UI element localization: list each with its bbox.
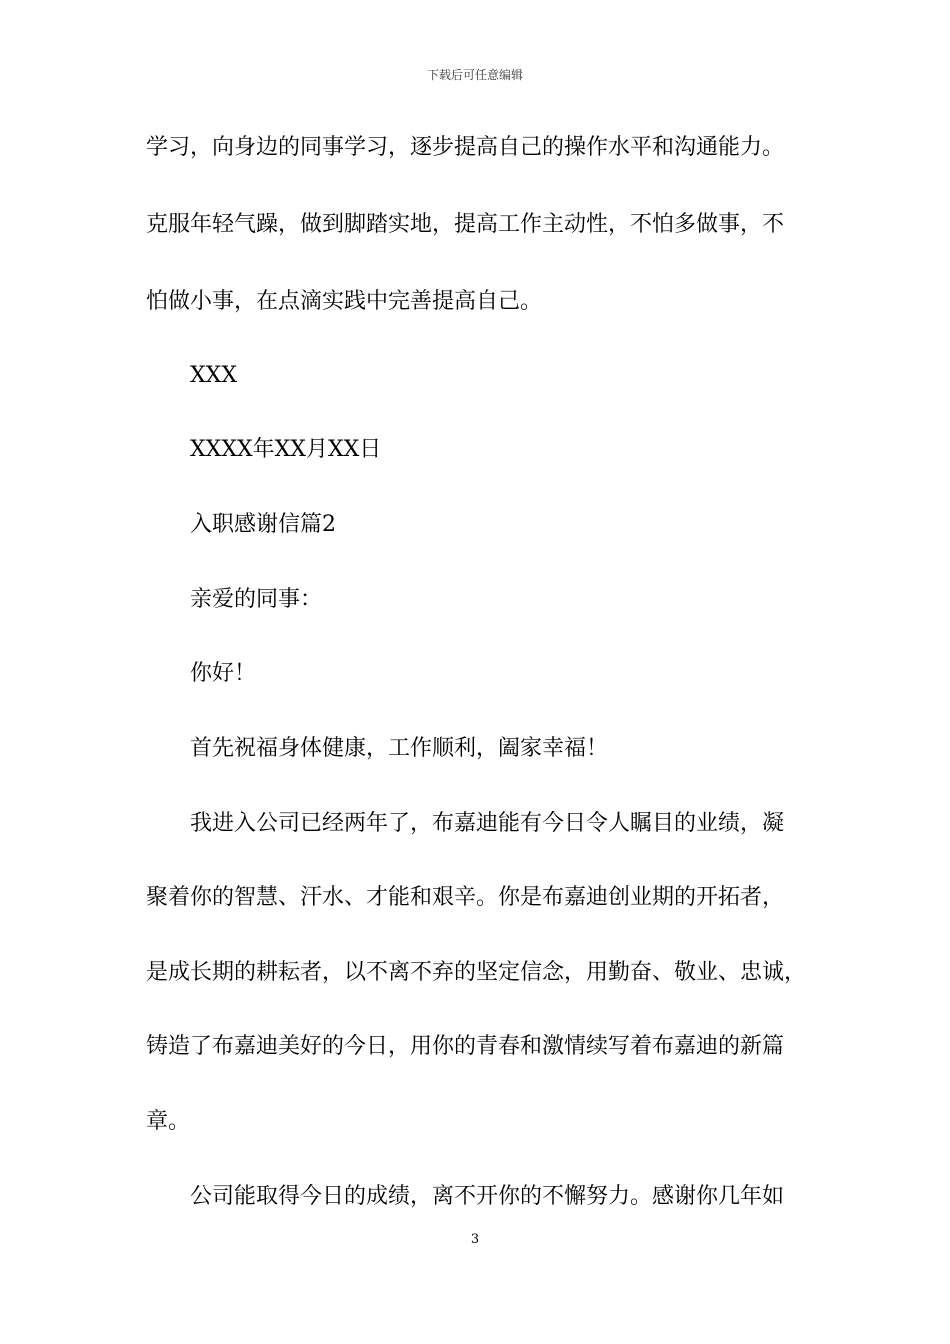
- body-line: 怕做小事，在点滴实践中完善提高自己。: [146, 289, 543, 314]
- body-line: 聚着你的智慧、汗水、才能和艰辛。你是布嘉迪创业期的开拓者，: [146, 885, 785, 910]
- signature-name: XXX: [190, 363, 237, 388]
- body-line: 章。: [146, 1109, 191, 1134]
- greeting: 你好！: [190, 661, 257, 686]
- salutation: 亲爱的同事：: [190, 587, 323, 612]
- body-line: 我进入公司已经两年了，布嘉迪能有今日令人瞩目的业绩，凝: [190, 811, 785, 836]
- section-title: 入职感谢信篇2: [190, 512, 336, 537]
- body-line: 克服年轻气躁，做到脚踏实地，提高工作主动性，不怕多做事，不: [146, 212, 785, 237]
- body-line: 公司能取得今日的成绩，离不开你的不懈努力。感谢你几年如: [190, 1184, 785, 1209]
- page-number: 3: [470, 1232, 480, 1247]
- page-header: 下载后可任意编辑: [426, 68, 523, 82]
- body-line: 首先祝福身体健康，工作顺利，阖家幸福！: [190, 736, 609, 761]
- body-line: 铸造了布嘉迪美好的今日，用你的青春和激情续写着布嘉迪的新篇: [146, 1034, 785, 1059]
- body-line: 是成长期的耕耘者，以不离不弃的坚定信念，用勤奋、敬业、忠诚，: [146, 960, 807, 985]
- signature-date: XXXX年XX月XX日: [190, 437, 382, 462]
- body-line: 学习，向身边的同事学习，逐步提高自己的操作水平和沟通能力。: [146, 135, 785, 160]
